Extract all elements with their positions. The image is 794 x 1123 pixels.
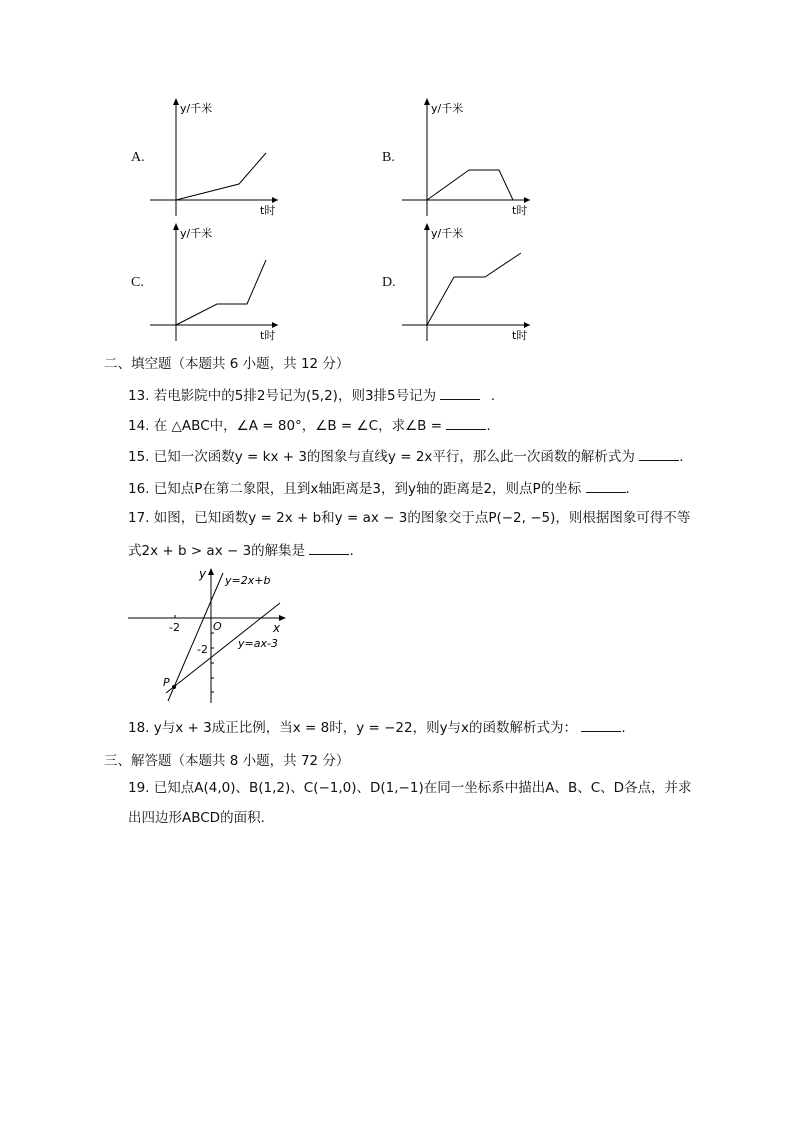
question-14-tail: . xyxy=(486,418,491,434)
option-a-xlabel: t时 xyxy=(260,204,276,217)
question-18-tail: . xyxy=(621,720,626,736)
option-d-xlabel: t时 xyxy=(512,329,528,342)
option-c-ylabel: y/千米 xyxy=(180,227,213,240)
question-14-text: 14. 在 △ABC中，∠A = 80°，∠B = ∠C，求∠B = xyxy=(128,418,443,434)
question-14-answer-blank[interactable] xyxy=(446,415,486,430)
question-15 xyxy=(128,446,684,467)
question-18 xyxy=(128,717,626,738)
section-2-title: 二、填空题（本题共 6 小题，共 12 分） xyxy=(104,356,350,372)
section-3-title: 三、解答题（本题共 8 小题，共 72 分） xyxy=(104,753,350,769)
question-17-line2 xyxy=(128,540,354,561)
fig17-y-tick-neg2: -2 xyxy=(197,643,208,656)
option-a-ylabel: y/千米 xyxy=(180,102,213,115)
question-18-answer-blank[interactable] xyxy=(581,717,621,732)
question-15-tail: . xyxy=(679,449,684,465)
fig17-line2-label: y=ax-3 xyxy=(238,637,278,650)
option-c-graph xyxy=(150,223,280,343)
question-13-tail: . xyxy=(490,388,496,404)
option-b-letter: B. xyxy=(382,150,395,165)
option-a-letter: A. xyxy=(131,150,145,165)
question-14 xyxy=(128,415,491,436)
option-b-graph xyxy=(402,98,532,218)
question-16 xyxy=(128,478,630,499)
question-17-text: 式2x + b > ax − 3的解集是 xyxy=(128,543,306,559)
question-16-text: 16. 已知点P在第二象限，且到x轴距离是3，到y轴的距离是2，则点P的坐标 xyxy=(128,481,582,497)
question-16-tail: . xyxy=(625,481,630,497)
question-16-answer-blank[interactable] xyxy=(586,478,626,493)
question-15-text: 15. 已知一次函数y = kx + 3的图象与直线y = 2x平行，那么此一次函数的解析式为 xyxy=(128,449,635,465)
fig17-x-tick-neg2: -2 xyxy=(169,621,180,634)
question-19-line1: 19. 已知点A(4,0)、B(1,2)、C(−1,0)、D(1,−1)在同一坐标系中描出A、B、C、D各点，并求 xyxy=(128,780,692,796)
fig17-y-label: y xyxy=(199,567,207,581)
fig17-x-label: x xyxy=(273,621,281,635)
fig17-line1-label: y=2x+b xyxy=(225,574,271,587)
option-a-graph xyxy=(150,98,280,218)
option-c-letter: C. xyxy=(131,275,144,290)
option-d-letter: D. xyxy=(382,275,396,290)
fig17-origin: O xyxy=(213,620,222,633)
question-15-answer-blank[interactable] xyxy=(639,446,679,461)
option-d-graph xyxy=(402,223,532,343)
fig17-point-p: P xyxy=(163,676,170,689)
question-17-answer-blank[interactable] xyxy=(309,540,349,555)
question-17-tail: . xyxy=(349,543,354,559)
question-17-line1: 17. 如图，已知函数y = 2x + b和y = ax − 3的图象交于点P(−2, −5)，则根据图象可得不等 xyxy=(128,510,691,526)
question-17-figure xyxy=(128,565,288,705)
option-b-xlabel: t时 xyxy=(512,204,528,217)
option-d-ylabel: y/千米 xyxy=(431,227,464,240)
question-13-text: 13. 若电影院中的5排2号记为(5,2)，则3排5号记为 xyxy=(128,388,437,404)
option-c-xlabel: t时 xyxy=(260,329,276,342)
question-18-text: 18. y与x + 3成正比例，当x = 8时，y = −22，则y与x的函数解析式为： xyxy=(128,720,578,736)
question-13 xyxy=(128,385,495,406)
question-13-answer-blank[interactable] xyxy=(440,385,480,400)
question-19-line2: 出四边形ABCD的面积． xyxy=(128,810,275,826)
option-b-ylabel: y/千米 xyxy=(431,102,464,115)
